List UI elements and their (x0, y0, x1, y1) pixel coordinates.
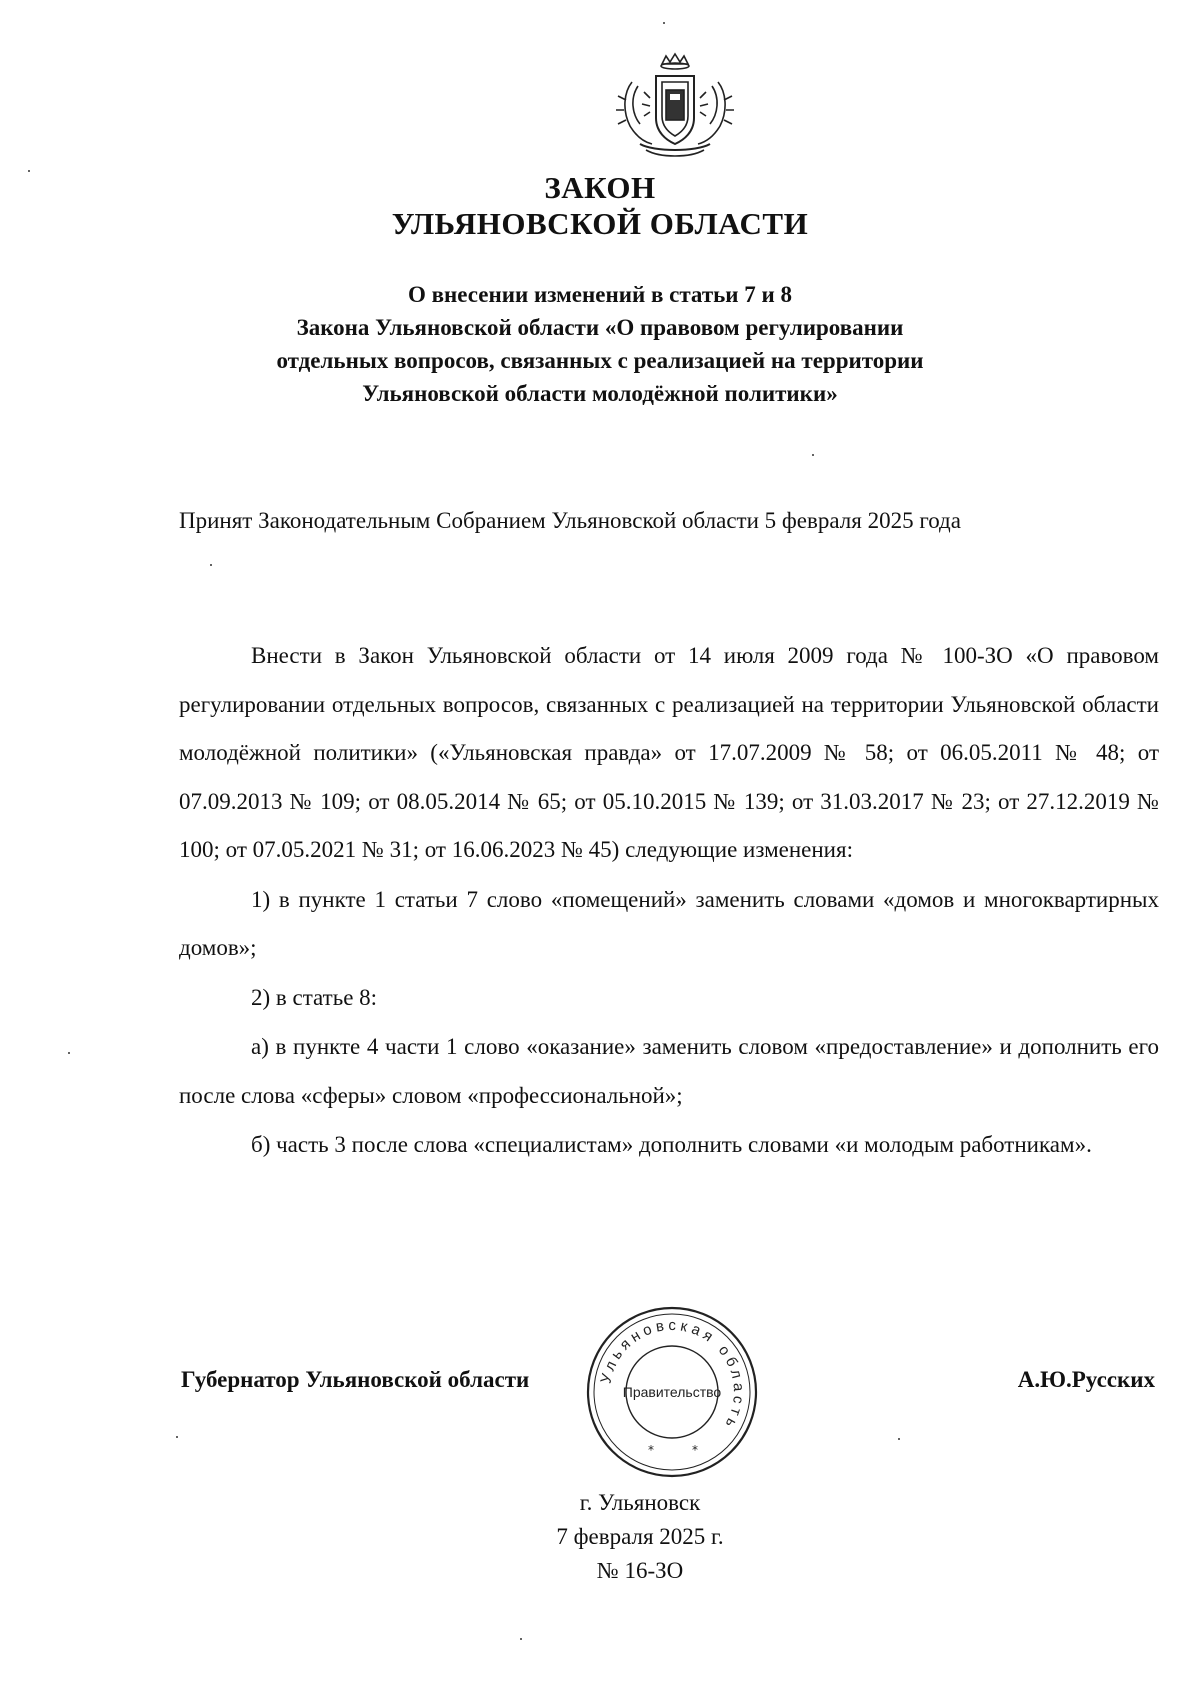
subject-line: Закона Ульяновской области «О правовом регулировании (296, 315, 904, 340)
adoption-statement: Принят Законодательным Собранием Ульяновской области 5 февраля 2025 года (179, 508, 961, 533)
scan-speck (210, 564, 212, 566)
place-of-signing: г. Ульяновск (579, 1490, 701, 1515)
official-seal-stamp (582, 1302, 762, 1482)
law-subject-title (200, 278, 1000, 410)
scan-speck (68, 1052, 70, 1054)
document-footer (0, 1486, 1200, 1588)
scan-speck (812, 454, 814, 456)
governor-name: А.Ю.Русских (1017, 1367, 1155, 1392)
seal-center-text: Правительство (622, 1384, 722, 1400)
amendment-item-2a: а) в пункте 4 части 1 слово «оказание» заменить словом «предоставление» и дополнить его после слова «сферы» словом «профессиональной»; (179, 1034, 1159, 1108)
amendment-item-1: 1) в пункте 1 статьи 7 слово «помещений» заменить словами «домов и многоквартирных домов»; (179, 886, 1159, 960)
svg-text:*: * (648, 1443, 654, 1457)
region-heading: УЛЬЯНОВСКОЙ ОБЛАСТИ (391, 206, 809, 241)
amendment-item-2: 2) в статье 8: (251, 984, 378, 1010)
scan-speck (663, 22, 665, 24)
subject-line: Ульяновской области молодёжной политики» (362, 381, 838, 406)
svg-text:*: * (692, 1443, 698, 1457)
seal-ring-text: Ульяновская область (597, 1316, 748, 1434)
subject-line: отдельных вопросов, связанных с реализацией на территории (276, 348, 924, 373)
intro-paragraph: Внести в Закон Ульяновской области от 14 июля 2009 года № 100-ЗО «О правовом регулировании отдельных вопросов, связанных с реализацией на территории Ульяновской области молодёжной политики» («Ульяновская правда» от 17.07.2009 № 58; от 06.05.2011 № 48; от 07.09.2013 № 109; от 08.05.2014 № 65; от 05.10.2015 № 139; от 31.03.2017 № 23; от 27.12.2019 № 100; от 07.05.2021 № 31; от 16.06.2023 № 45) следующие изменения: (179, 643, 1159, 862)
law-body (179, 632, 1159, 1170)
governor-title: Губернатор Ульяновской области (181, 1367, 530, 1392)
subject-line: О внесении изменений в статьи 7 и 8 (407, 282, 793, 307)
law-number: № 16-ЗО (596, 1558, 684, 1583)
scan-speck (898, 1438, 900, 1440)
scan-speck (520, 1638, 522, 1640)
coat-of-arms-emblem (610, 52, 740, 162)
scan-speck (176, 1436, 178, 1438)
document-type-heading: ЗАКОН (544, 170, 656, 205)
scan-speck (28, 170, 30, 172)
signing-date: 7 февраля 2025 г. (556, 1524, 724, 1549)
amendment-item-2b: б) часть 3 после слова «специалистам» дополнить словами «и молодым работникам». (251, 1132, 1092, 1157)
